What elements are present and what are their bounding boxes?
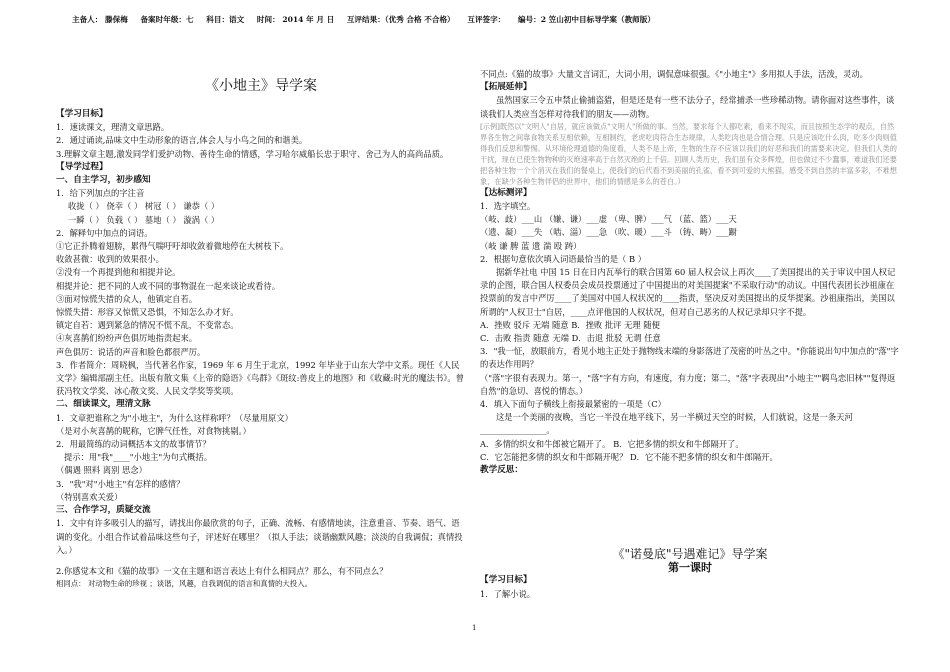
evaluation-result: 互评结果：（优秀 合格 不合格） (346, 15, 455, 24)
goal-item: 1．了解小说。 (480, 588, 536, 599)
text-line: ①它正扑腾着翅膀，累得气喘吁吁却收敛着微地停在大树枝下。 (56, 241, 289, 252)
text-line: A．挫败 驳斥 无端 随意 B．挫败 批评 无理 随便 (480, 319, 660, 330)
text-line: ②没有一个再提到他和相提并论。 (56, 267, 181, 278)
text-line: 收拢（ ） 侥幸（ ） 树冠（ ） 谦恭（ ） (68, 201, 220, 212)
document-header (72, 14, 932, 25)
text-line: 不同点:《猫的故事》大量文言词汇，大词小用，调侃意味很强。《"小地主"》多用拟人手法，活泼，灵动。 (480, 69, 868, 79)
text-line: （是对小灰喜鹊的昵称，它脾气任性，对食物挑剔。） (56, 425, 251, 436)
text-line: 据新华社电 中国 15 日在日内瓦举行的联合国第 60 届人权会议上再次____了美国提出的关于审议中国人权记录的企图，联合国人权委员会成员投票通过了中国提出的对美国提案"不采取行动"的动议。中国代表团长沙祖康在投票前的发言中严厉____了美国对中国人权状况的____指责，坚决反对美国提出的反华提案。沙祖康指出，美国以所谓的"人权卫士"自居，____点评他国的人权状况，但对自己恶劣的人权记录却只字不提。 (480, 267, 896, 317)
goal-item: 3.理解文章主题,激发同学们爱护动物、善待生命的情感，学习哈尔威船长忠于职守、舍己为人的高尚品质。 (56, 148, 449, 159)
second-subtitle: 第一课时 (668, 561, 712, 575)
goals-heading-2: 【学习目标】 (480, 575, 532, 586)
evaluation-sign: 互评签字： (467, 15, 506, 24)
preparer: 主备人： 滕保梅 (72, 15, 128, 24)
text-line: 镇定自若：遇到紧急的情况不慌不乱，不变常态。 (56, 320, 239, 331)
text-line: 收敛甚微：收到的效果很小。 (56, 254, 164, 265)
subject: 科目：语文 (206, 15, 245, 24)
text-line: （特别喜欢关爱） (56, 491, 123, 502)
text-line: （岐、歧）___山 （嫌、谦）___虚 （卑、脾）___气 （蓝、篮）___天 (480, 214, 737, 225)
page-number: 1 (472, 624, 477, 632)
text-line: 1．选字填空。 (480, 201, 536, 212)
grade-term: 备案时年级：七 (140, 15, 194, 24)
text-line: 1．文中有许多吸引人的描写，请找出你最欣赏的句子，正确、流畅、有感情地读，注意重音、节奏、语气、语调的变化。小组合作试着品味这些句子，评述好在哪里？（拟人手法；谈谐幽默风趣；淡淡的自我调侃；真情投入。） (56, 518, 463, 555)
text-line: 1．给下列加点的字注音 (56, 188, 145, 199)
section-heading: 一、自主学习，初步感知 (56, 175, 151, 186)
text-line: 3．"我一怔，放眼前方，看见小地主正处于抛物线末端的身影落进了茂密的叶丛之中。"你能说出句中加点的"落"字的表达作用吗？ (480, 346, 899, 370)
text-line: （偶遇 照料 离别 思念） (56, 465, 147, 476)
page-title: 《小地主》导学案 (205, 78, 317, 94)
text-line: 一瞬（ ） 负载（ ） 墓地（ ） 漩涡（ ） (68, 214, 220, 225)
text-line: 相同点： 对动物生命的珍视 ；谈谐，风趣，自我调侃的语言和真情的大投入。 (56, 579, 312, 589)
text-line: A．多情的织女和牛郎被它隔开了。 B．它把多情的织女和牛郎隔开了。 (480, 438, 744, 449)
example-answer: [示例]既然以"文明人"自居，就应该做点"文明人"所做的事。当然，要求每个人都吃素，看来不现实，而且按照生态学的观点，自然界各生物之间靠食物关系互相依赖，互相制约，老虎吃肉符合生态规律，人类吃肉也是合情合理。只是应该吃什么肉，吃多少肉则值得我们反思和警惕。从环境伦理道德的角度看，人类不是上帝，生物的生存不应该以我们的好恶和我们的需要来决定。但我们人类的干扰，现在已使生物物种的灭绝速率高于自然灭绝的上千倍。回顾人类历史，我们虽有众多辉煌，但也做过不少蠢事，难道我们还要把各种生物一个个消灭在我们的餐桌上，使我们的后代看不到美丽的孔雀，看不到可爱的大熊猫，感受不到自然的丰富多彩，不难想象，在缺少各种生物伴侣的世界中，他们的情感是多么的苍白。） (480, 121, 897, 186)
text-line: ③面对惊慌失措的众人，他镇定自若。 (56, 293, 198, 304)
second-title: 《"诺曼底"号遇难记》导学案 (612, 547, 768, 561)
text-line: 虽然国家三令五申禁止偷捕盗猎，但是还是有一些不法分子，经常捕杀一些珍稀动物。请你面对这些事件，谈谈我们人类应当怎样对待我们的朋友——动物。 (480, 95, 895, 119)
text-line: 3．作者简介：周晓枫，当代著名作家，1969 年 6 月生于北京，1992 年毕业于山东大学中文系。现任《人民文学》编辑部副主任。出版有散文集《上帝的隐语》《鸟群》《斑纹:兽皮上的地图》和《收藏:时光的魔法书》。曾获冯牧文学奖、冰心散文奖、人民文学奖等奖项。 (56, 359, 464, 397)
text-line: ④灰喜鹊们纷纷声色俱厉地指责起来。 (56, 333, 198, 344)
text-line: （岐 谦 脾 蓝 遗 湍 殴 踌） (480, 240, 582, 251)
text-line: 提示：用"我"____"小地主"为句式概括。 (64, 452, 213, 463)
extension-heading: 【拓展延伸】 (480, 82, 532, 93)
goal-item: 1．速读课文，理清文章思路。 (56, 122, 170, 133)
text-line: 2．根据句意依次填入词语最恰当的是（ B ） (480, 253, 646, 264)
text-line: （遗、凝）___失 （啮、淄）___急 （吹、暖）___斗 （铸、畴）___蹰 (480, 227, 737, 238)
text-line: 2．用最简练的动词概括本文的故事情节？ (56, 439, 211, 450)
section-heading: 三、合作学习，质疑交流 (56, 505, 151, 516)
text-line: 这是一个美丽的夜晚，当它一半没在地平线下，另一半横过天空的时候，人们就说，这是一条天河________________。 (480, 412, 853, 436)
text-line: 3．"我"对"小地主"有怎样的感情？ (56, 478, 185, 489)
test-heading: 【达标测评】 (480, 187, 532, 198)
goals-heading: 【学习目标】 (56, 109, 108, 119)
text-line: 4．填入下面句子横线上衔接最紧密的一项是（C） (480, 399, 666, 410)
section-heading: 二、细读课文，理清文脉 (56, 399, 151, 410)
process-heading: 【导学过程】 (56, 161, 108, 172)
text-line: C．击败 指责 随意 无端 D．击退 批驳 无谓 任意 (480, 333, 661, 344)
text-line: C．它怎能把多情的织女和牛郎隔开呢？ D．它不能不把多情的织女和牛郎隔开。 (480, 451, 778, 462)
text-line: 2.你感觉本文和《猫的故事》一文在主题和语言表达上有什么相同点？那么，有不同点么？ (56, 565, 388, 576)
goal-item: 2．通过诵读,品味文中生动形象的语言,体会人与小鸟之间的和谐美。 (56, 135, 308, 146)
text-line: 1．文章把谁称之为"小地主"，为什么这样称呼？（尽量用原文） (56, 412, 293, 423)
text-line: 2．解释句中加点的词语。 (56, 227, 153, 238)
reflection-label: 教学反思： (480, 465, 523, 476)
text-line: 惊慌失措：形容又惊慌又恐惧，不知怎么办才好。 (56, 307, 239, 318)
text-line: 相提并论：把不同的人或不同的事物混在一起来谈论或看待。 (56, 280, 281, 291)
document-code: 编号：2 笠山初中目标导学案（教师版） (517, 15, 655, 24)
text-line: （"落"字很有表现力。第一，"落"字有方向，有速度，有力度；第二，"落"字表现出"小地主""羁鸟恋旧林""复得返自然"的急切、喜悦的情态。） (480, 372, 896, 396)
time: 时间： 2014 年 月 日 (256, 15, 335, 24)
text-line: 声色俱厉：说话的声音和脸色都很严厉。 (56, 346, 206, 357)
